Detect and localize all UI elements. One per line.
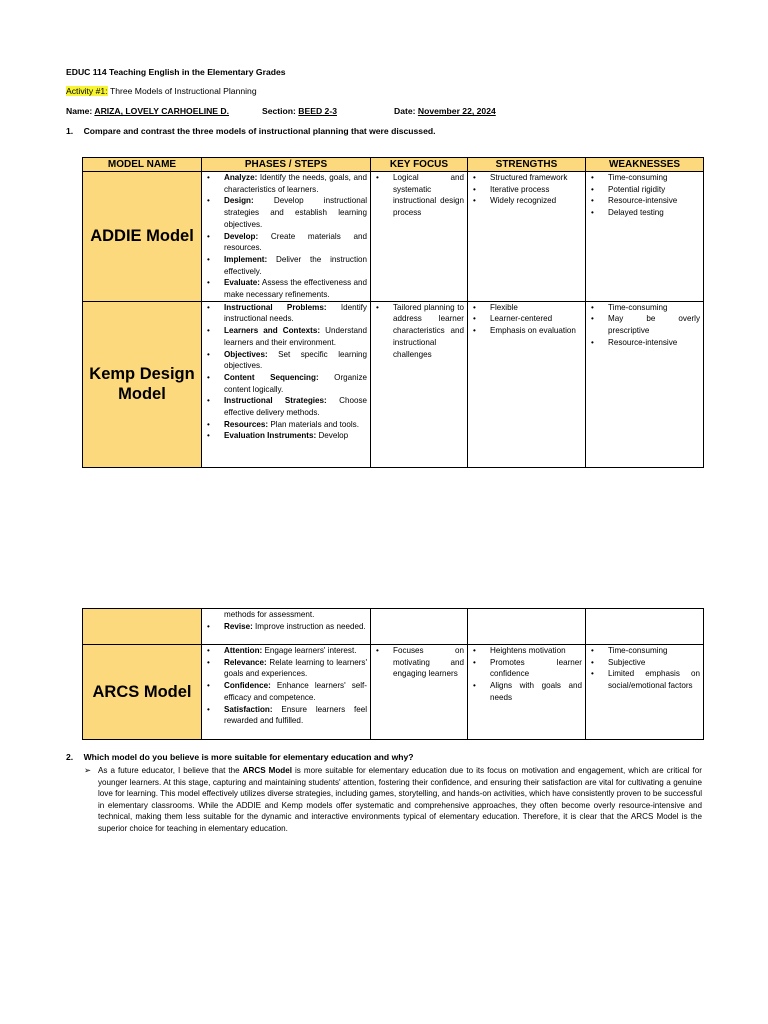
question-1 — [66, 126, 436, 136]
activity-title: Three Models of Instructional Planning — [109, 86, 257, 96]
arcs-phases — [202, 645, 371, 740]
header-strengths: STRENGTHS — [468, 158, 586, 172]
list-item: • Aligns with goals and needs — [490, 680, 582, 703]
models-table — [82, 157, 704, 468]
name-line — [66, 106, 229, 116]
list-item: • Time-consuming — [608, 172, 700, 184]
name-value: ARIZA, LOVELY CARHOELINE D. — [94, 106, 230, 116]
kemp-strengths-continued — [468, 609, 586, 645]
addie-focus — [371, 172, 468, 302]
list-item: • Heightens motivation — [490, 645, 582, 657]
arcs-focus — [371, 645, 468, 740]
list-item: • Limited emphasis on social/emotional factors — [608, 668, 700, 691]
model-name-arcs: ARCS Model — [83, 645, 202, 740]
list-item: • Potential rigidity — [608, 184, 700, 196]
kemp-focus-continued — [371, 609, 468, 645]
kemp-weaknesses — [586, 301, 704, 467]
kemp-continuation-text: methods for assessment. — [224, 610, 315, 619]
list-item: • Focuses on motivating and engaging learners — [393, 645, 464, 680]
arcs-strengths — [468, 645, 586, 740]
answer-paragraph: As a future educator, I believe that the ARCS Model is more suitable for elementary education due to its focus on motivation and engagement, which are critical for younger learners. At this stage, capturing and maintaining students' attention, fostering their confidence, and ensuring their satisfaction are vital for cultivating a genuine love for learning. This model effectively utilizes diverse strategies, including games, storytelling, and hands-on activities, which have consistently proven to be successful in elementary classrooms. While the ADDIE and Kemp models offer systematic and comprehensive approaches, they often become overly resource-intensive and technical, making them less suitable for the dynamic and interactive environments typical of elementary education. Therefore, it is clear that the ARCS Model is the superior choice for teaching in elementary education. — [98, 766, 702, 833]
list-item: • Time-consuming — [608, 302, 700, 314]
model-name-kemp-continued — [83, 609, 202, 645]
model-name-kemp: Kemp Design Model — [83, 301, 202, 467]
header-weaknesses: WEAKNESSES — [586, 158, 704, 172]
section-line — [262, 106, 337, 116]
list-item: • Content Sequencing: Organize content logically. — [224, 372, 367, 395]
kemp-focus — [371, 301, 468, 467]
list-item: • Instructional Strategies: Choose effective delivery methods. — [224, 395, 367, 418]
name-label: Name: — [66, 106, 93, 116]
list-item: • Resources: Plan materials and tools. — [224, 419, 367, 431]
question-1-number: 1. — [66, 126, 74, 136]
question-1-text: Compare and contrast the three models of instructional planning that were discussed. — [83, 126, 436, 136]
table-row-kemp — [83, 301, 704, 467]
arrow-bullet-icon: ➢ — [84, 765, 92, 775]
addie-phases — [202, 172, 371, 302]
question-2-text: Which model do you believe is more suitable for elementary education and why? — [83, 752, 414, 762]
addie-weaknesses — [586, 172, 704, 302]
list-item: • Learner-centered — [490, 313, 582, 325]
question-2 — [66, 752, 414, 762]
list-item: • Confidence: Enhance learners' self-efficacy and competence. — [224, 680, 367, 703]
list-item: • Resource-intensive — [608, 337, 700, 349]
list-item: • Revise: Improve instruction as needed. — [224, 621, 367, 633]
list-item: • Structured framework — [490, 172, 582, 184]
question-2-number: 2. — [66, 752, 74, 762]
date-line — [394, 106, 496, 116]
arcs-weaknesses — [586, 645, 704, 740]
table-row-addie — [83, 172, 704, 302]
list-item: • Emphasis on evaluation — [490, 325, 582, 337]
models-table-continued — [82, 608, 704, 740]
list-item: • Learners and Contexts: Understand learners and their environment. — [224, 325, 367, 348]
addie-strengths — [468, 172, 586, 302]
table-header-row — [83, 158, 704, 172]
kemp-phases — [202, 301, 371, 467]
list-item: • Time-consuming — [608, 645, 700, 657]
list-item: • Implement: Deliver the instruction effectively. — [224, 254, 367, 277]
list-item: • Resource-intensive — [608, 195, 700, 207]
list-item: • Instructional Problems: Identify instructional needs. — [224, 302, 367, 325]
list-item: • May be overly prescriptive — [608, 313, 700, 336]
list-item: • Tailored planning to address learner characteristics and instructional challenges — [393, 302, 464, 361]
list-item: • Relevance: Relate learning to learners' goals and experiences. — [224, 657, 367, 680]
kemp-phases-continued — [202, 609, 371, 645]
activity-label: Activity #1: — [66, 86, 108, 96]
list-item: • Flexible — [490, 302, 582, 314]
list-item: • Widely recognized — [490, 195, 582, 207]
list-item: • Evaluation Instruments: Develop — [224, 430, 367, 442]
header-model-name: MODEL NAME — [83, 158, 202, 172]
list-item: • Attention: Engage learners' interest. — [224, 645, 367, 657]
model-name-addie: ADDIE Model — [83, 172, 202, 302]
course-title: EDUC 114 Teaching English in the Elementary Grades — [66, 67, 286, 77]
list-item: • Develop: Create materials and resources. — [224, 231, 367, 254]
date-label: Date: — [394, 106, 416, 116]
list-item: • Satisfaction: Ensure learners feel rewarded and fulfilled. — [224, 704, 367, 727]
list-item: • Delayed testing — [608, 207, 700, 219]
activity-line — [66, 86, 257, 96]
table-row-arcs — [83, 645, 704, 740]
header-key-focus: KEY FOCUS — [371, 158, 468, 172]
date-value: November 22, 2024 — [417, 106, 496, 116]
kemp-weaknesses-continued — [586, 609, 704, 645]
section-label: Section: — [262, 106, 296, 116]
list-item: • Evaluate: Assess the effectiveness and make necessary refinements. — [224, 277, 367, 300]
list-item: • Iterative process — [490, 184, 582, 196]
section-value: BEED 2-3 — [298, 106, 337, 116]
header-phases: PHASES / STEPS — [202, 158, 371, 172]
list-item: • Analyze: Identify the needs, goals, and characteristics of learners. — [224, 172, 367, 195]
table-row-kemp-continued — [83, 609, 704, 645]
list-item: • Objectives: Set specific learning objectives. — [224, 349, 367, 372]
list-item: • Subjective — [608, 657, 700, 669]
list-item: • Design: Develop instructional strategies and establish learning objectives. — [224, 195, 367, 230]
list-item: • Logical and systematic instructional design process — [393, 172, 464, 219]
kemp-strengths — [468, 301, 586, 467]
list-item: • Promotes learner confidence — [490, 657, 582, 680]
